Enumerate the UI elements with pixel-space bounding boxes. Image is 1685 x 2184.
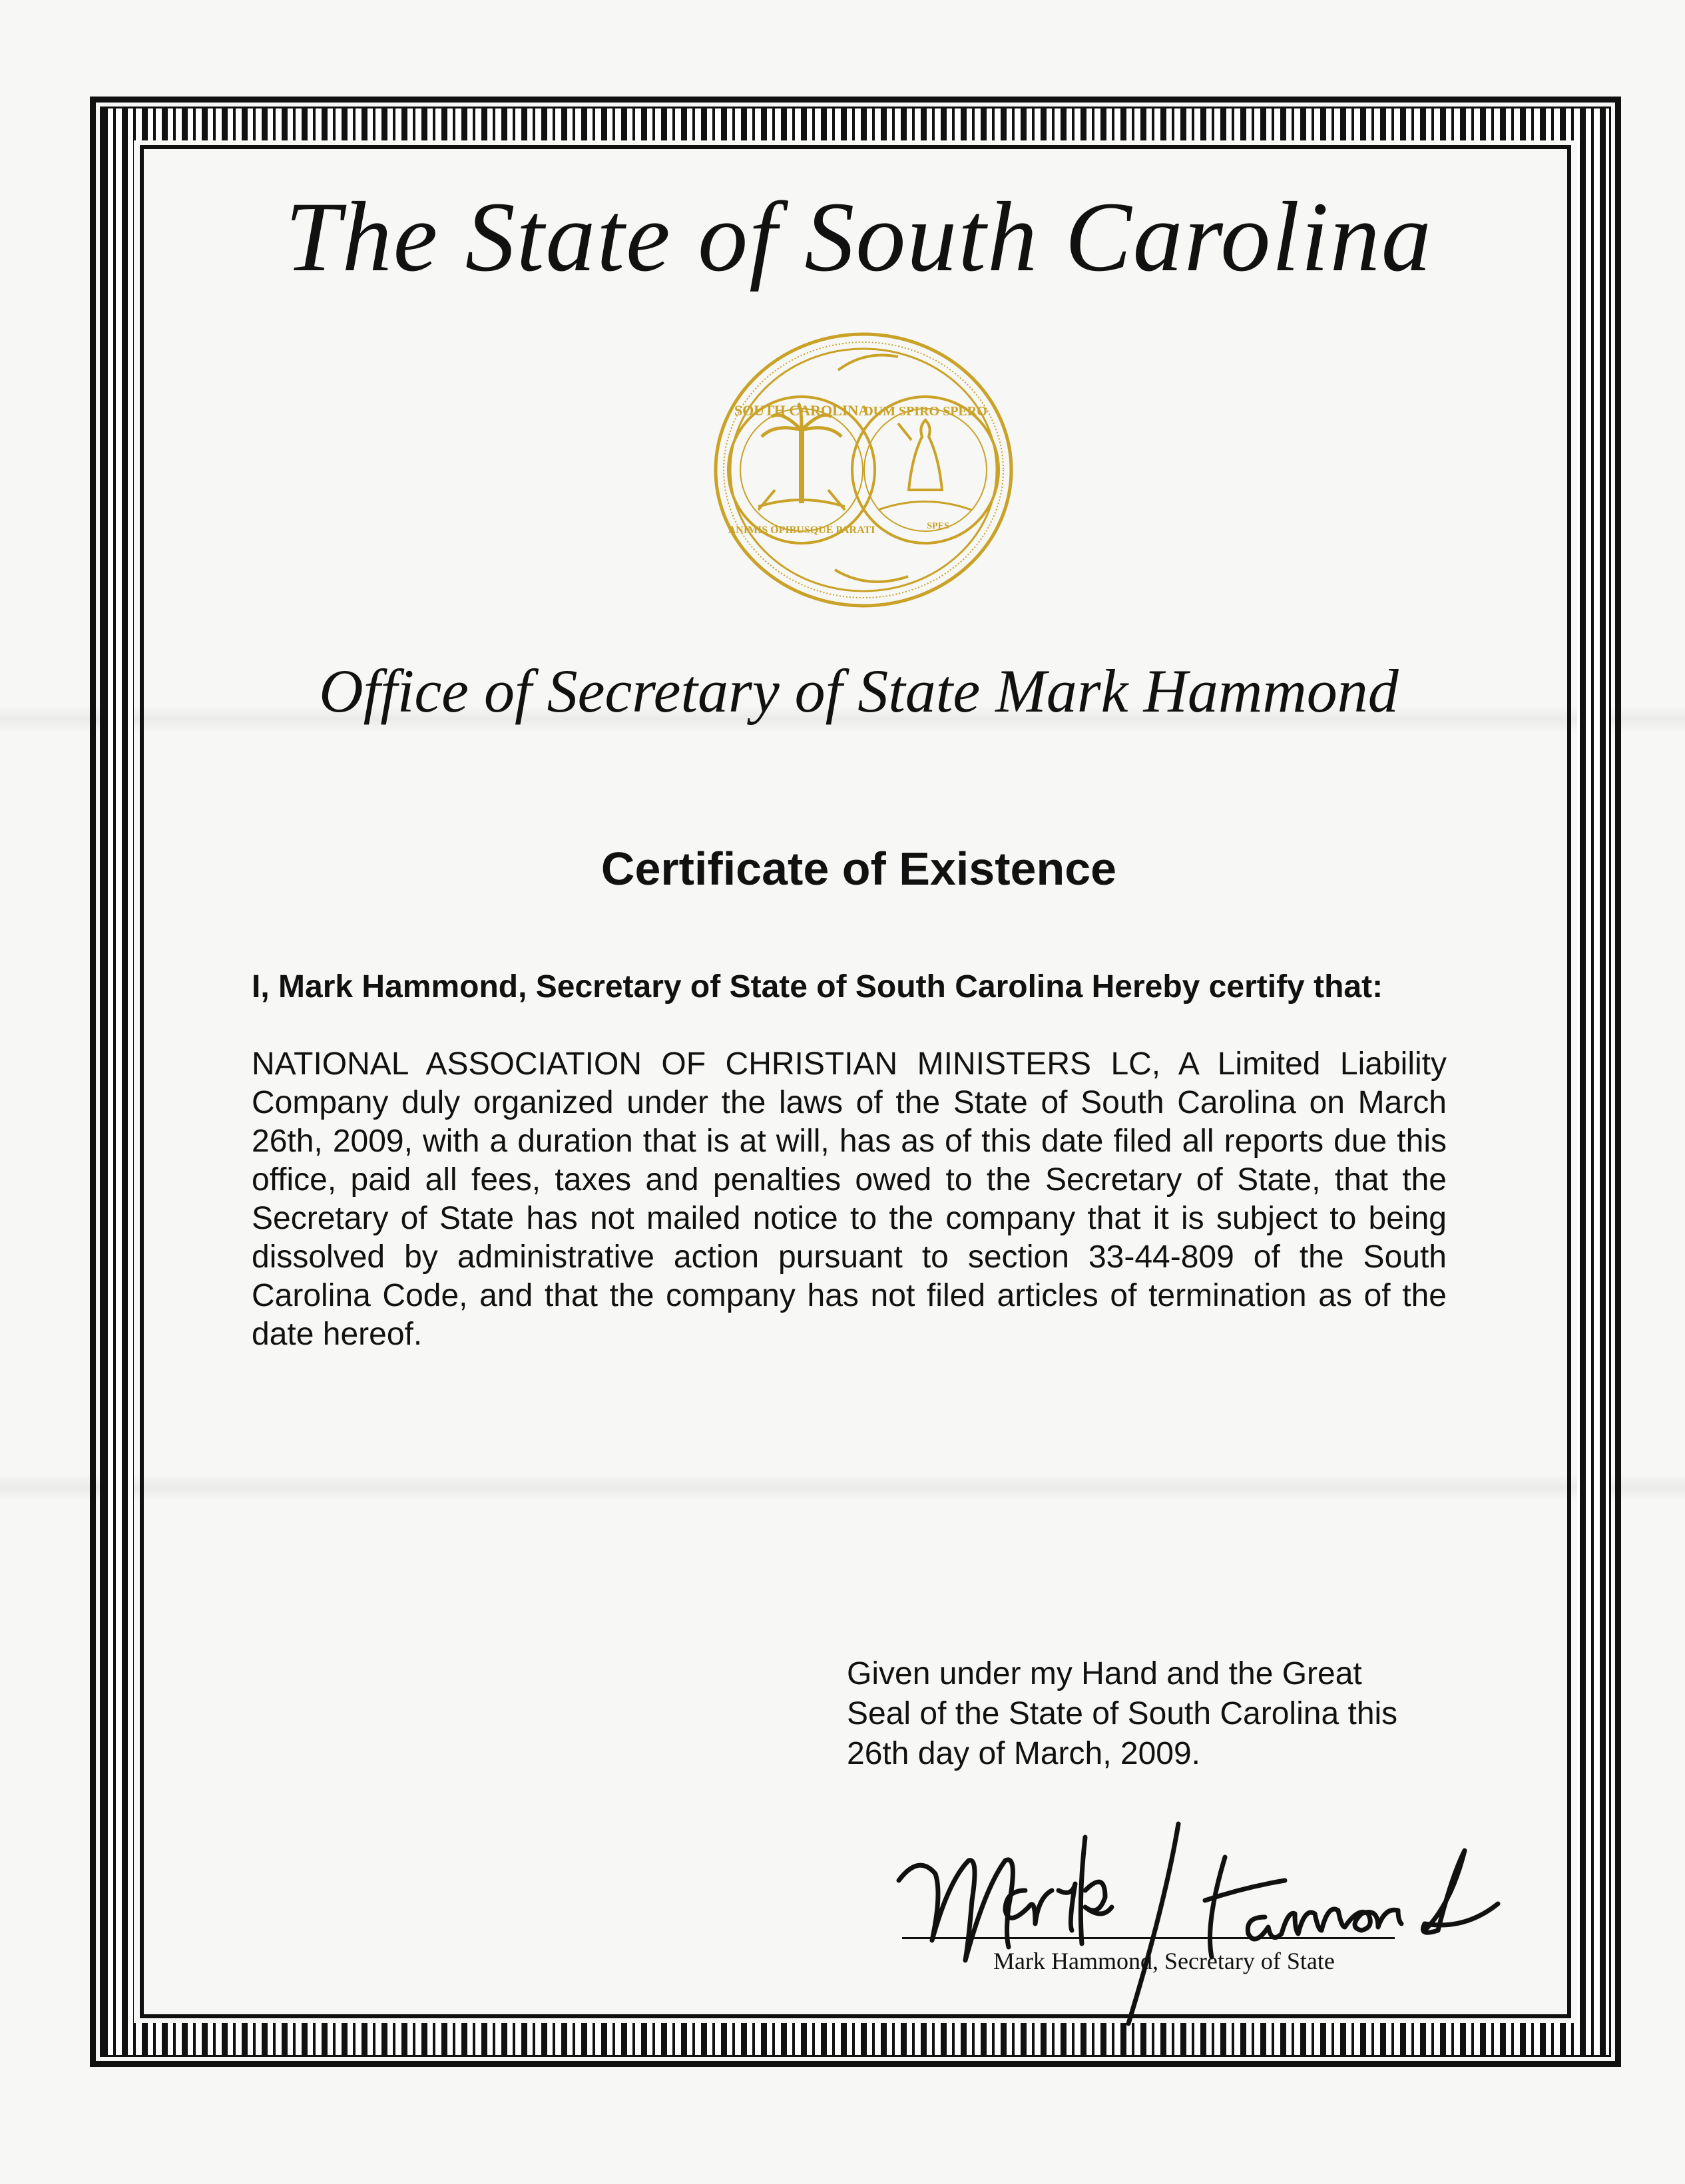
state-title: The State of South Carolina xyxy=(285,182,1433,292)
seal-right-motto: DUM SPIRO SPERO xyxy=(863,404,987,419)
given-line-1: Given under my Hand and the Great xyxy=(847,1656,1362,1691)
seal-left-name: SOUTH CAROLINA xyxy=(734,402,869,419)
signature-line xyxy=(902,1937,1395,1939)
state-seal-icon xyxy=(712,330,1015,610)
office-title: Office of Secretary of State Mark Hammond xyxy=(319,657,1399,725)
given-line-2: Seal of the State of South Carolina this xyxy=(847,1696,1398,1731)
given-line-3: 26th day of March, 2009. xyxy=(847,1736,1200,1771)
seal-left-motto: ANIMIS OPIBUSQUE PARATI xyxy=(728,525,875,536)
certificate-body: NATIONAL ASSOCIATION OF CHRISTIAN MINISTERS LC, A Limited Liability Company duly organized under the laws of the State of South Carolina on March 26th, 2009, with a duration that is at will, has as of this date filed all reports due this office, paid all fees, taxes and penalties owed to the Secretary of State, that the Secretary of State has not mailed notice to the company that it is subject to being dissolved by administrative action pursuant to section 33-44-809 of the South Carolina Code, and that the company has not filed articles of termination as of the date hereof. xyxy=(252,1046,1447,1352)
certificate-heading: Certificate of Existence xyxy=(601,843,1117,895)
seal-right-label: SPES xyxy=(927,521,949,531)
signature-icon xyxy=(892,1817,1505,2030)
given-under-hand xyxy=(847,1654,1446,1774)
certify-statement: I, Mark Hammond, Secretary of State of South Carolina Hereby certify that: xyxy=(252,969,1383,1004)
signature-caption: Mark Hammond, Secretary of State xyxy=(993,1948,1335,1974)
